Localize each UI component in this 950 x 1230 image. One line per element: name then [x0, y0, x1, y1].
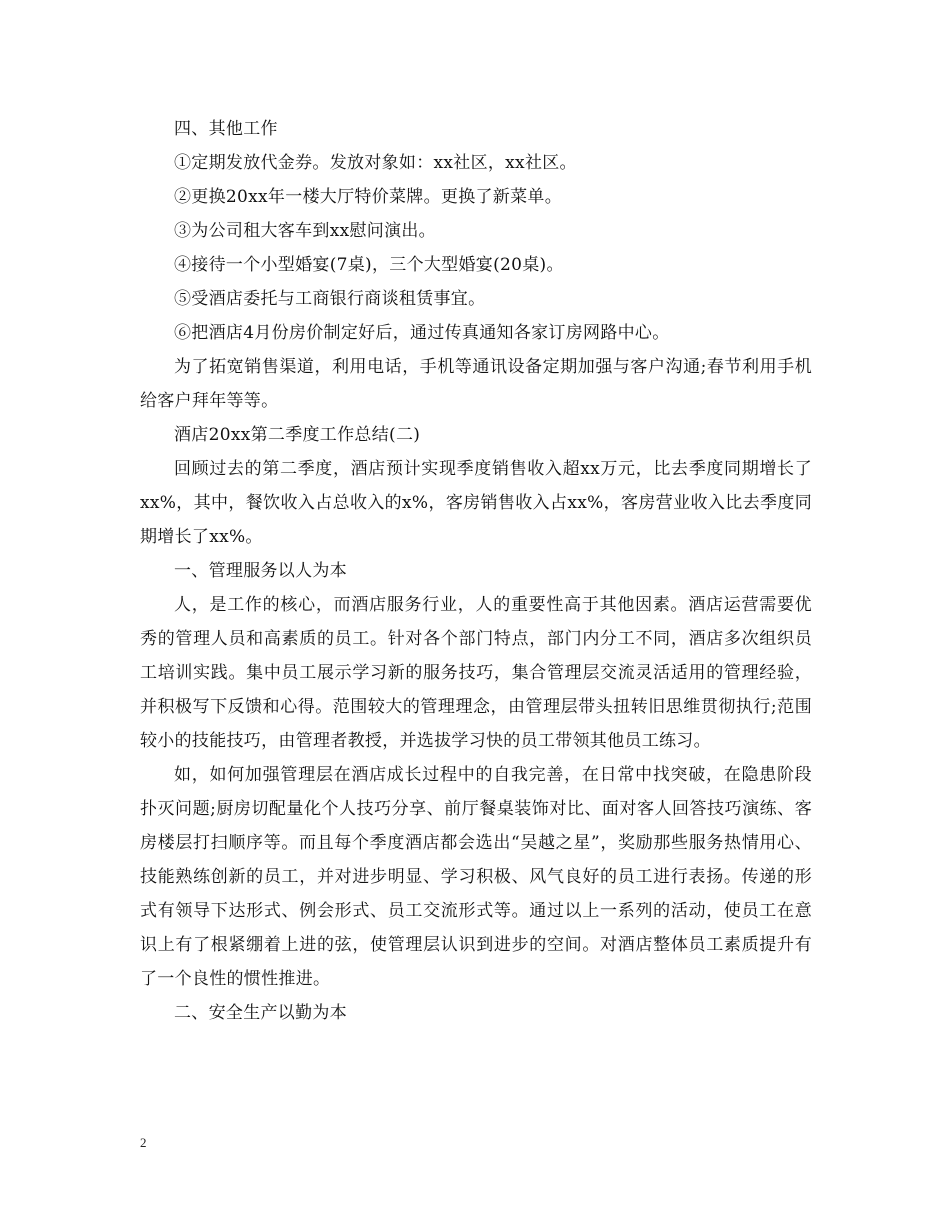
list-item: ⑤受酒店委托与工商银行商谈租赁事宜。 — [174, 289, 486, 309]
body-paragraph: 为了拓宽销售渠道，利用电话，手机等通讯设备定期加强与客户沟通;春节利用手机给客户拜年等等。 — [140, 357, 812, 411]
list-item: ②更换20xx年一楼大厅特价菜牌。更换了新菜单。 — [174, 187, 563, 207]
document-title: 酒店20xx第二季度工作总结(二) — [174, 425, 421, 445]
list-item: ④接待一个小型婚宴(7桌)，三个大型婚宴(20桌)。 — [174, 255, 564, 275]
body-paragraph: 人，是工作的核心，而酒店服务行业，人的重要性高于其他因素。酒店运营需要优秀的管理人员和高素质的员工。针对各个部门特点，部门内分工不同，酒店多次组织员工培训实践。集中员工展示学习新的服务技巧，集合管理层交流灵活适用的管理经验，并积极写下反馈和心得。范围较大的管理理念，由管理层带头扭转旧思维贯彻执行;范围较小的技能技巧，由管理者教授，并选拔学习快的员工带领其他员工练习。 — [140, 595, 812, 751]
section-heading: 一、管理服务以人为本 — [174, 561, 347, 581]
list-item: ⑥把酒店4月份房价制定好后，通过传真通知各家订房网路中心。 — [174, 323, 670, 343]
body-paragraph: 回顾过去的第二季度，酒店预计实现季度销售收入超xx万元，比去季度同期增长了xx%，其中，餐饮收入占总收入的x%，客房销售收入占xx%，客房营业收入比去季度同期增长了xx%。 — [140, 459, 812, 547]
section-heading: 四、其他工作 — [174, 119, 278, 139]
body-paragraph: 如，如何加强管理层在酒店成长过程中的自我完善，在日常中找突破，在隐患阶段扑灭问题;厨房切配量化个人技巧分享、前厅餐桌装饰对比、面对客人回答技巧演练、客房楼层打扫顺序等。而且每个季度酒店都会选出“吴越之星”，奖励那些服务热情用心、技能熟练创新的员工，并对进步明显、学习积极、风气良好的员工进行表扬。传递的形式有领导下达形式、例会形式、员工交流形式等。通过以上一系列的活动，使员工在意识上有了根紧绷着上进的弦，使管理层认识到进步的空间。对酒店整体员工素质提升有了一个良性的惯性推进。 — [140, 765, 812, 989]
list-item: ③为公司租大客车到xx慰问演出。 — [174, 221, 436, 241]
document-body — [140, 112, 812, 1030]
list-item: ①定期发放代金券。发放对象如：xx社区，xx社区。 — [174, 153, 577, 173]
page-number: 2 — [140, 1135, 147, 1150]
section-heading: 二、安全生产以勤为本 — [174, 1003, 347, 1023]
